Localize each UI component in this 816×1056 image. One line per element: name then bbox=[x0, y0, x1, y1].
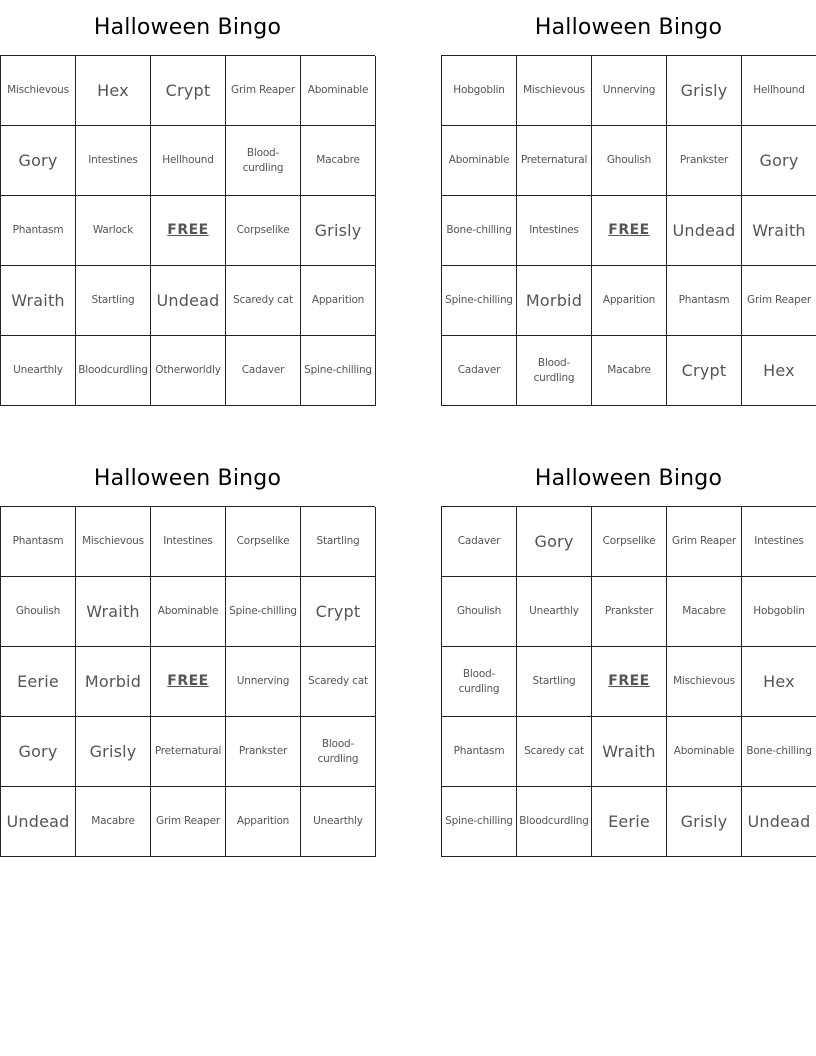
bingo-cell: Mischievous bbox=[76, 507, 151, 577]
bingo-cell: Mischievous bbox=[1, 56, 76, 126]
bingo-cell: Apparition bbox=[301, 266, 376, 336]
bingo-cell: Crypt bbox=[301, 577, 376, 647]
bingo-cell: Gory bbox=[517, 507, 592, 577]
bingo-cell: Startling bbox=[76, 266, 151, 336]
bingo-cell: Bloodcurdling bbox=[76, 336, 151, 406]
bingo-card-4 bbox=[441, 451, 816, 857]
bingo-cell: Unearthly bbox=[517, 577, 592, 647]
bingo-cell: Corpselike bbox=[226, 507, 301, 577]
bingo-cell: Otherworldly bbox=[151, 336, 226, 406]
bingo-grid bbox=[441, 506, 816, 857]
bingo-cell: Hex bbox=[742, 336, 816, 406]
bingo-cell: Eerie bbox=[1, 647, 76, 717]
bingo-cell: Morbid bbox=[517, 266, 592, 336]
bingo-cell: Intestines bbox=[76, 126, 151, 196]
bingo-cell: Blood- curdling bbox=[442, 647, 517, 717]
bingo-cell: Startling bbox=[301, 507, 376, 577]
bingo-cell: Unearthly bbox=[301, 787, 376, 857]
bingo-cell: Preternatural bbox=[517, 126, 592, 196]
bingo-cell: Unnerving bbox=[226, 647, 301, 717]
bingo-cell: Hellhound bbox=[742, 56, 816, 126]
bingo-cell: Prankster bbox=[667, 126, 742, 196]
bingo-cell: Wraith bbox=[1, 266, 76, 336]
free-space: FREE bbox=[592, 196, 667, 266]
bingo-cell: Scaredy cat bbox=[301, 647, 376, 717]
bingo-cell: Macabre bbox=[667, 577, 742, 647]
bingo-cell: Hobgoblin bbox=[742, 577, 816, 647]
bingo-cell: Eerie bbox=[592, 787, 667, 857]
bingo-cell: Prankster bbox=[226, 717, 301, 787]
bingo-cell: Unearthly bbox=[1, 336, 76, 406]
bingo-cell: Hobgoblin bbox=[442, 56, 517, 126]
bingo-grid bbox=[0, 506, 375, 857]
bingo-cell: Gory bbox=[1, 717, 76, 787]
bingo-cell: Phantasm bbox=[442, 717, 517, 787]
bingo-cell: Blood- curdling bbox=[226, 126, 301, 196]
bingo-cell: Grim Reaper bbox=[742, 266, 816, 336]
bingo-cell: Bloodcurdling bbox=[517, 787, 592, 857]
bingo-cell: Abominable bbox=[301, 56, 376, 126]
bingo-cell: Scaredy cat bbox=[226, 266, 301, 336]
bingo-cell: Blood- curdling bbox=[517, 336, 592, 406]
bingo-cell: Wraith bbox=[76, 577, 151, 647]
bingo-cell: Undead bbox=[667, 196, 742, 266]
bingo-cell: Grim Reaper bbox=[151, 787, 226, 857]
bingo-cell: Spine-chilling bbox=[442, 266, 517, 336]
bingo-cell: Crypt bbox=[667, 336, 742, 406]
bingo-cell: Cadaver bbox=[442, 336, 517, 406]
bingo-cell: Wraith bbox=[742, 196, 816, 266]
bingo-cell: Grisly bbox=[667, 56, 742, 126]
bingo-cell: Hellhound bbox=[151, 126, 226, 196]
bingo-cell: Unnerving bbox=[592, 56, 667, 126]
bingo-cell: Apparition bbox=[592, 266, 667, 336]
bingo-cell: Spine-chilling bbox=[301, 336, 376, 406]
bingo-card-3 bbox=[0, 451, 375, 857]
card-title: Halloween Bingo bbox=[93, 15, 282, 40]
bingo-cell: Grisly bbox=[76, 717, 151, 787]
bingo-cell: Intestines bbox=[517, 196, 592, 266]
bingo-cell: Hex bbox=[76, 56, 151, 126]
bingo-cell: Ghoulish bbox=[442, 577, 517, 647]
bingo-cell: Ghoulish bbox=[1, 577, 76, 647]
bingo-cell: Intestines bbox=[151, 507, 226, 577]
bingo-cell: Startling bbox=[517, 647, 592, 717]
free-space: FREE bbox=[592, 647, 667, 717]
bingo-cell: Bone-chilling bbox=[742, 717, 816, 787]
bingo-cell: Bone-chilling bbox=[442, 196, 517, 266]
bingo-cell: Cadaver bbox=[442, 507, 517, 577]
bingo-cell: Grim Reaper bbox=[667, 507, 742, 577]
bingo-cell: Phantasm bbox=[1, 196, 76, 266]
bingo-cell: Abominable bbox=[442, 126, 517, 196]
bingo-cell: Wraith bbox=[592, 717, 667, 787]
bingo-cell: Ghoulish bbox=[592, 126, 667, 196]
bingo-grid bbox=[441, 55, 816, 406]
bingo-cell: Phantasm bbox=[1, 507, 76, 577]
bingo-cell: Spine-chilling bbox=[442, 787, 517, 857]
bingo-cell: Phantasm bbox=[667, 266, 742, 336]
bingo-cell: Gory bbox=[1, 126, 76, 196]
bingo-cell: Spine-chilling bbox=[226, 577, 301, 647]
bingo-cell: Corpselike bbox=[592, 507, 667, 577]
bingo-cell: Morbid bbox=[76, 647, 151, 717]
bingo-cell: Mischievous bbox=[667, 647, 742, 717]
bingo-cell: Macabre bbox=[592, 336, 667, 406]
bingo-cell: Undead bbox=[1, 787, 76, 857]
bingo-cell: Undead bbox=[151, 266, 226, 336]
bingo-cell: Grisly bbox=[301, 196, 376, 266]
card-title: Halloween Bingo bbox=[534, 15, 723, 40]
bingo-cell: Undead bbox=[742, 787, 816, 857]
bingo-cell: Mischievous bbox=[517, 56, 592, 126]
bingo-cell: Cadaver bbox=[226, 336, 301, 406]
bingo-card-1 bbox=[0, 0, 375, 406]
bingo-cell: Corpselike bbox=[226, 196, 301, 266]
bingo-cell: Warlock bbox=[76, 196, 151, 266]
bingo-card-2 bbox=[441, 0, 816, 406]
bingo-cell: Grim Reaper bbox=[226, 56, 301, 126]
bingo-cell: Hex bbox=[742, 647, 816, 717]
bingo-cell: Abominable bbox=[667, 717, 742, 787]
bingo-cell: Abominable bbox=[151, 577, 226, 647]
bingo-cell: Scaredy cat bbox=[517, 717, 592, 787]
bingo-grid bbox=[0, 55, 375, 406]
bingo-cell: Gory bbox=[742, 126, 816, 196]
bingo-cell: Macabre bbox=[76, 787, 151, 857]
bingo-cell: Prankster bbox=[592, 577, 667, 647]
bingo-cell: Preternatural bbox=[151, 717, 226, 787]
bingo-cell: Apparition bbox=[226, 787, 301, 857]
bingo-cell: Crypt bbox=[151, 56, 226, 126]
card-title: Halloween Bingo bbox=[534, 466, 723, 491]
bingo-cell: Macabre bbox=[301, 126, 376, 196]
free-space: FREE bbox=[151, 196, 226, 266]
bingo-cell: Blood- curdling bbox=[301, 717, 376, 787]
free-space: FREE bbox=[151, 647, 226, 717]
card-title: Halloween Bingo bbox=[93, 466, 282, 491]
bingo-cell: Grisly bbox=[667, 787, 742, 857]
bingo-cell: Intestines bbox=[742, 507, 816, 577]
